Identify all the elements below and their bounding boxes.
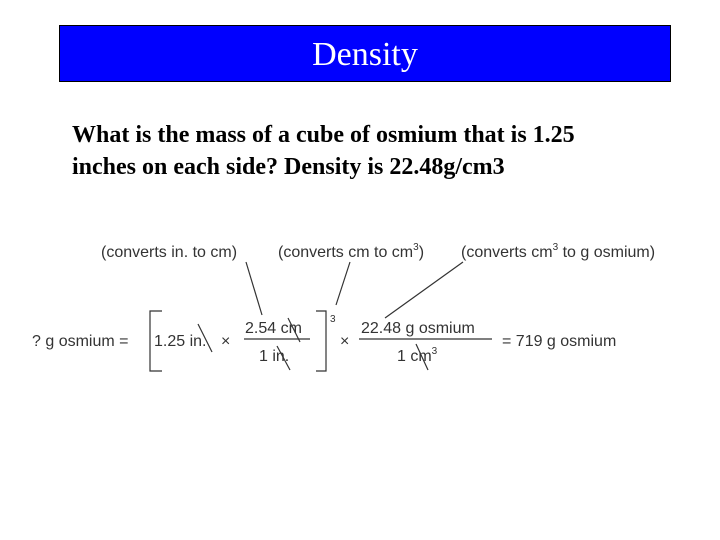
annotation-cm-to-cm3: (converts cm to $cm^3$) — [278, 242, 425, 261]
times-sign-2: × — [340, 333, 350, 350]
right-bracket — [316, 311, 326, 371]
slide-title: Density — [312, 35, 418, 73]
pointer-line-3 — [385, 262, 463, 318]
annotation-in-to-cm: (converts in. to cm) — [101, 244, 238, 261]
factor2-denominator: 1 $cm^3$ — [397, 346, 438, 365]
question-line-1: What is the mass of a cube of osmium that is 1.25 — [72, 122, 575, 148]
factor1-denominator: 1 in. — [259, 348, 290, 365]
factor2-numerator: 22.48 g osmium — [361, 320, 475, 337]
cube-exponent: 3 — [330, 314, 336, 325]
pointer-line-2 — [336, 262, 350, 305]
pointer-line-1 — [246, 262, 262, 315]
question-line-2: inches on each side? Density is 22.48g/cm3 — [72, 154, 505, 180]
given-value: 1.25 in. — [154, 333, 207, 350]
annotation-cm3-to-g: (converts $cm^3$ to g osmium) — [461, 242, 656, 261]
equation-lhs: ? g osmium = — [32, 333, 129, 350]
equation-result: = 719 g osmium — [502, 333, 617, 350]
times-sign-1: × — [221, 333, 231, 350]
factor1-numerator: 2.54 cm — [245, 320, 302, 337]
